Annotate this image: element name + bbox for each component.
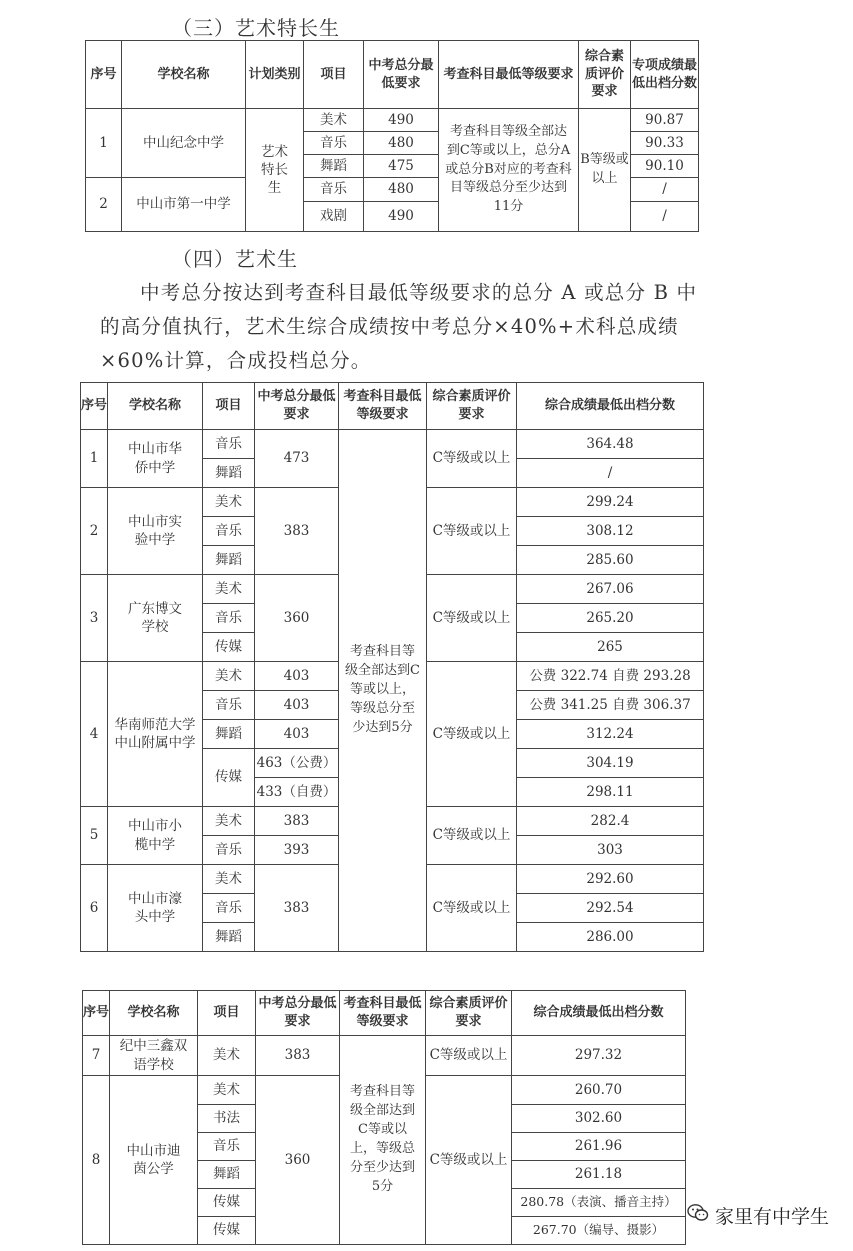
cutoff-score: 265 [517, 633, 704, 662]
cutoff-score: 265.20 [517, 604, 704, 633]
header-quality: 综合素质评价要求 [426, 991, 512, 1036]
item: 音乐 [203, 517, 255, 546]
header-quality: 综合素质评价要求 [427, 383, 517, 430]
quality-requirement: C等级或以上 [427, 488, 517, 575]
school-no: 3 [81, 575, 108, 662]
subject-requirement: 考查科目等级全部达到C等或以上，等级总分至少达到5分 [339, 430, 427, 952]
item: 传媒 [198, 1189, 256, 1217]
item: 舞蹈 [203, 546, 255, 575]
header-cutoff: 专项成绩最低出档分数 [631, 41, 699, 109]
quality-requirement: C等级或以上 [427, 575, 517, 662]
cutoff-score: 90.33 [631, 132, 699, 155]
cutoff-score: 292.54 [517, 894, 704, 923]
cutoff-score: 90.87 [631, 109, 699, 132]
school-name: 中山市小榄中学 [108, 807, 203, 865]
header-min-score: 中考总分最低要求 [256, 991, 340, 1036]
item: 舞蹈 [304, 155, 364, 178]
plan-category: 艺术特长生 [246, 109, 304, 232]
school-name: 纪中三鑫双语学校 [110, 1036, 198, 1076]
cutoff-score: 公费 341.25 自费 306.37 [517, 691, 704, 720]
min-score: 383 [255, 865, 339, 952]
header-subject-req: 考查科目最低等级要求 [339, 383, 427, 430]
item: 传媒 [203, 633, 255, 662]
quality-requirement: C等级或以上 [427, 430, 517, 488]
item: 音乐 [198, 1133, 256, 1161]
quality-requirement: C等级或以上 [427, 662, 517, 807]
quality-requirement: C等级或以上 [427, 807, 517, 865]
item: 书法 [198, 1105, 256, 1133]
header-category: 计划类别 [246, 41, 304, 109]
min-score: 475 [364, 155, 439, 178]
school-no: 2 [81, 488, 108, 575]
quality-requirement: C等级或以上 [426, 1036, 512, 1076]
min-score: 360 [256, 1076, 340, 1245]
item: 音乐 [203, 836, 255, 865]
header-subject-req: 考查科目最低等级要求 [439, 41, 579, 109]
school-no: 1 [81, 430, 108, 488]
cutoff-score: 297.32 [512, 1036, 686, 1076]
min-score: 403 [255, 720, 339, 749]
min-score: 393 [255, 836, 339, 865]
cutoff-score: 299.24 [517, 488, 704, 517]
cutoff-score: / [631, 202, 699, 232]
header-quality: 综合素质评价要求 [579, 41, 631, 109]
header-no: 序号 [86, 41, 122, 109]
cutoff-score: 286.00 [517, 923, 704, 952]
cutoff-score: 303 [517, 836, 704, 865]
min-score: 490 [364, 202, 439, 232]
item: 音乐 [304, 132, 364, 155]
school-no: 2 [86, 178, 122, 232]
header-no: 序号 [81, 383, 108, 430]
item: 美术 [203, 575, 255, 604]
header-cutoff: 综合成绩最低出档分数 [517, 383, 704, 430]
header-no: 序号 [83, 991, 110, 1036]
item: 美术 [203, 488, 255, 517]
school-name: 中山纪念中学 [122, 109, 246, 178]
item: 舞蹈 [203, 720, 255, 749]
table-art-students [80, 382, 704, 952]
min-score: 480 [364, 178, 439, 202]
item: 美术 [203, 807, 255, 836]
watermark [687, 1202, 829, 1229]
min-score: 480 [364, 132, 439, 155]
school-no: 6 [81, 865, 108, 952]
school-name: 中山市濠头中学 [108, 865, 203, 952]
school-name: 中山市实验中学 [108, 488, 203, 575]
item: 美术 [304, 109, 364, 132]
cutoff-score: 267.06 [517, 575, 704, 604]
min-score: 383 [255, 807, 339, 836]
cutoff-score: 公费 322.74 自费 293.28 [517, 662, 704, 691]
item: 舞蹈 [203, 923, 255, 952]
school-name: 中山市迪茵公学 [110, 1076, 198, 1245]
cutoff-score: 261.18 [512, 1161, 686, 1189]
cutoff-score: 90.10 [631, 155, 699, 178]
section4-paragraph: 中考总分按达到考查科目最低等级要求的总分 A 或总分 B 中的高分值执行，艺术生综合成绩按中考总分×40%+术科总成绩×60%计算，合成投档总分。 [100, 281, 698, 372]
min-score: 360 [255, 575, 339, 662]
header-min-score: 中考总分最低要求 [255, 383, 339, 430]
item: 舞蹈 [198, 1161, 256, 1189]
quality-requirement: B等级或以上 [579, 109, 631, 232]
header-school: 学校名称 [110, 991, 198, 1036]
table-art-specialty [85, 40, 699, 232]
school-no: 1 [86, 109, 122, 178]
item: 音乐 [203, 430, 255, 459]
quality-requirement: C等级或以上 [427, 865, 517, 952]
cutoff-score: 298.11 [517, 778, 704, 807]
cutoff-score: / [517, 459, 704, 488]
cutoff-score: 267.70（编导、摄影） [512, 1217, 686, 1245]
cutoff-score: 302.60 [512, 1105, 686, 1133]
section3-heading: （三）艺术特长生 [172, 16, 340, 40]
item: 美术 [203, 865, 255, 894]
cutoff-score: 312.24 [517, 720, 704, 749]
item: 美术 [198, 1076, 256, 1105]
cutoff-score: 304.19 [517, 749, 704, 778]
subject-requirement: 考查科目等级全部达到C等或以上，等级总分至少达到5分 [340, 1036, 426, 1245]
header-cutoff: 综合成绩最低出档分数 [512, 991, 686, 1036]
header-school: 学校名称 [108, 383, 203, 430]
min-score: 473 [255, 430, 339, 488]
cutoff-score: 282.4 [517, 807, 704, 836]
item: 音乐 [304, 178, 364, 202]
item: 传媒 [203, 749, 255, 807]
header-subject-req: 考查科目最低等级要求 [340, 991, 426, 1036]
min-score: 383 [256, 1036, 340, 1076]
school-name: 中山市第一中学 [122, 178, 246, 232]
table-art-students-continued [82, 990, 686, 1245]
min-score: 383 [255, 488, 339, 575]
school-no: 4 [81, 662, 108, 807]
quality-requirement: C等级或以上 [426, 1076, 512, 1245]
cutoff-score: 260.70 [512, 1076, 686, 1105]
header-item: 项目 [198, 991, 256, 1036]
cutoff-score: 261.96 [512, 1133, 686, 1161]
item: 传媒 [198, 1217, 256, 1245]
header-min-score: 中考总分最低要求 [364, 41, 439, 109]
min-score: 490 [364, 109, 439, 132]
item: 美术 [198, 1036, 256, 1076]
min-score: 403 [255, 662, 339, 691]
item: 舞蹈 [203, 459, 255, 488]
item: 戏剧 [304, 202, 364, 232]
item: 音乐 [203, 691, 255, 720]
school-name: 华南师范大学中山附属中学 [108, 662, 203, 807]
min-score: 463（公费） [255, 749, 339, 778]
item: 音乐 [203, 894, 255, 923]
min-score: 433（自费） [255, 778, 339, 807]
school-no: 7 [83, 1036, 110, 1076]
header-school: 学校名称 [122, 41, 246, 109]
wechat-icon [687, 1203, 709, 1228]
cutoff-score: 308.12 [517, 517, 704, 546]
cutoff-score: 292.60 [517, 865, 704, 894]
school-name: 广东博文学校 [108, 575, 203, 662]
header-item: 项目 [203, 383, 255, 430]
cutoff-score: 280.78（表演、播音主持） [512, 1189, 686, 1217]
cutoff-score: / [631, 178, 699, 202]
item: 美术 [203, 662, 255, 691]
min-score: 403 [255, 691, 339, 720]
section4-heading: （四）艺术生 [172, 247, 298, 271]
cutoff-score: 285.60 [517, 546, 704, 575]
school-no: 8 [83, 1076, 110, 1245]
watermark-text: 家里有中学生 [714, 1206, 829, 1228]
school-name: 中山市华侨中学 [108, 430, 203, 488]
school-no: 5 [81, 807, 108, 865]
header-item: 项目 [304, 41, 364, 109]
subject-requirement: 考查科目等级全部达到C等或以上，总分A或总分B对应的考查科目等级总分至少达到11分 [439, 109, 579, 232]
item: 音乐 [203, 604, 255, 633]
cutoff-score: 364.48 [517, 430, 704, 459]
